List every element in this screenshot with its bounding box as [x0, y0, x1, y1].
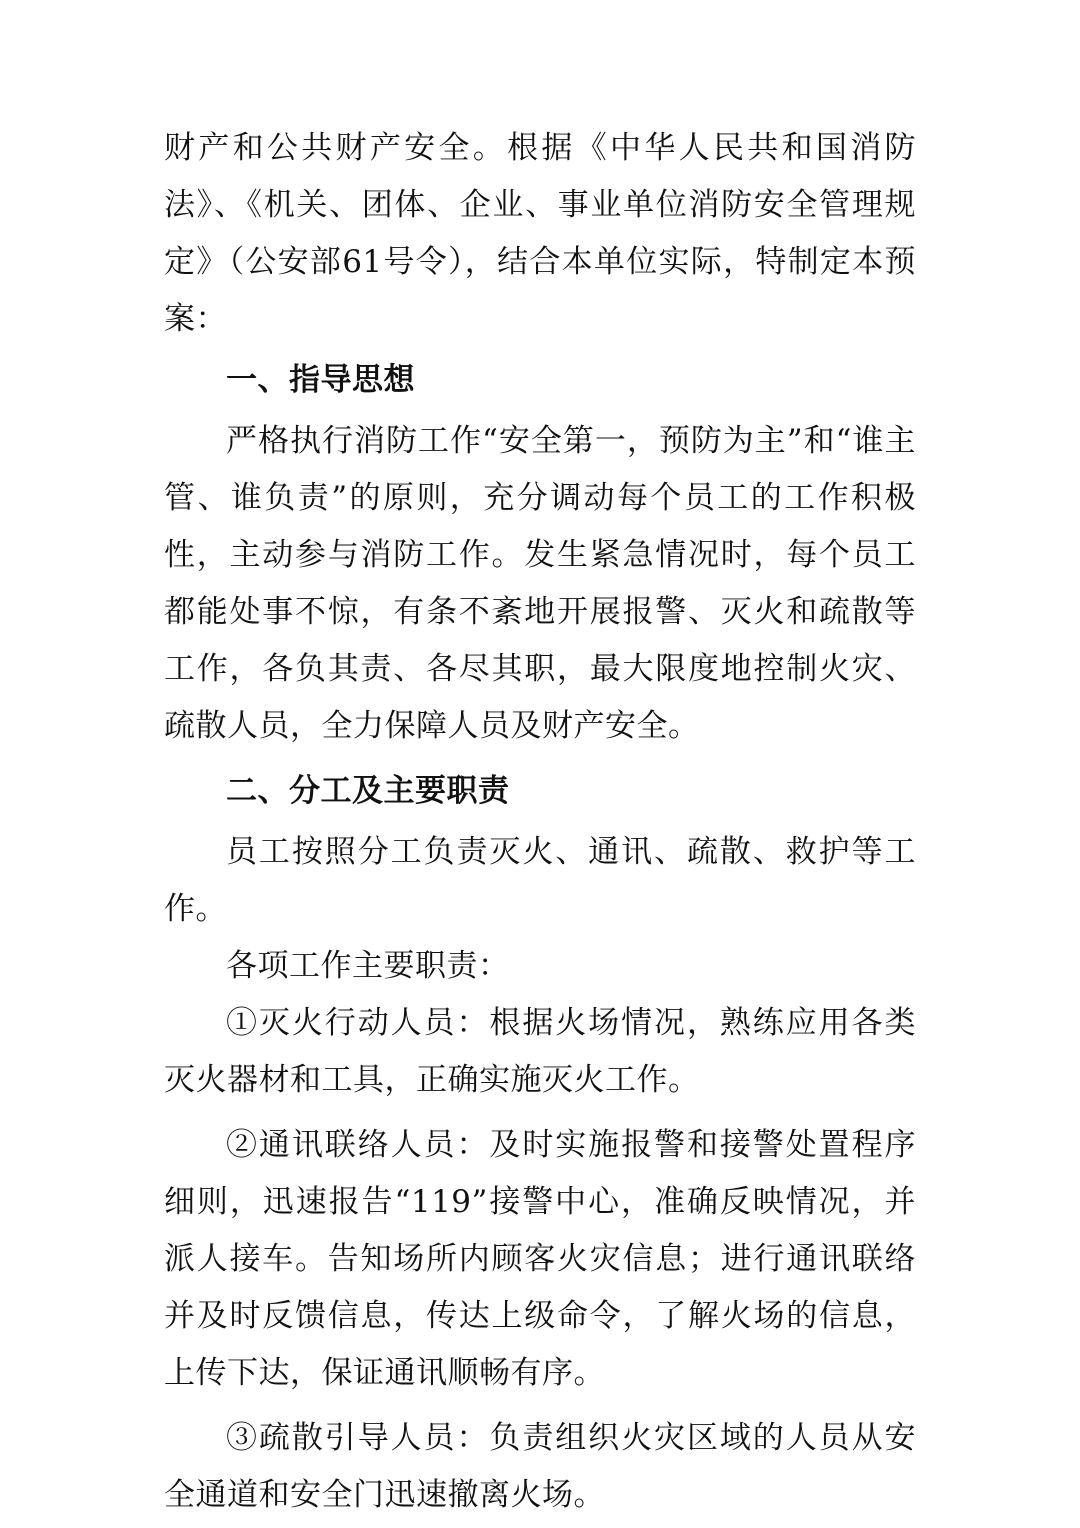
section-heading-guiding-ideology: 一、指导思想	[226, 362, 415, 398]
division-paragraph: 员工按照分工负责灭火、通讯、疏散、救护等工作。	[164, 834, 916, 927]
evacuation-duty-paragraph: ③疏散引导人员：负责组织火灾区域的人员从安全通道和安全门迅速撤离火场。	[164, 1420, 916, 1513]
document-page	[164, 120, 916, 1524]
duties-intro-paragraph: 各项工作主要职责：	[226, 948, 510, 984]
firefighting-duty-paragraph: ①灭火行动人员：根据火场情况，熟练应用各类灭火器材和工具，正确实施灭火工作。	[164, 1005, 916, 1098]
intro-paragraph: 财产和公共财产安全。根据《中华人民共和国消防法》、《机关、团体、企业、事业单位消防安全管理规定》（公安部61号令），结合本单位实际，特制定本预案：	[164, 130, 916, 337]
guiding-ideology-paragraph: 严格执行消防工作“安全第一，预防为主”和“谁主管、谁负责”的原则，充分调动每个员工的工作积极性，主动参与消防工作。发生紧急情况时，每个员工都能处事不惊，有条不紊地开展报警、灭火和疏散等工作，各负其责、各尽其职，最大限度地控制火灾、疏散人员，全力保障人员及财产安全。	[164, 423, 916, 744]
communication-duty-paragraph: ②通讯联络人员：及时实施报警和接警处置程序细则，迅速报告“119”接警中心，准确反映情况，并派人接车。告知场所内顾客火灾信息；进行通讯联络并及时反馈信息，传达上级命令，了解火场的信息，上传下达，保证通讯顺畅有序。	[164, 1127, 916, 1391]
section-heading-division-of-duties: 二、分工及主要职责	[226, 773, 510, 809]
